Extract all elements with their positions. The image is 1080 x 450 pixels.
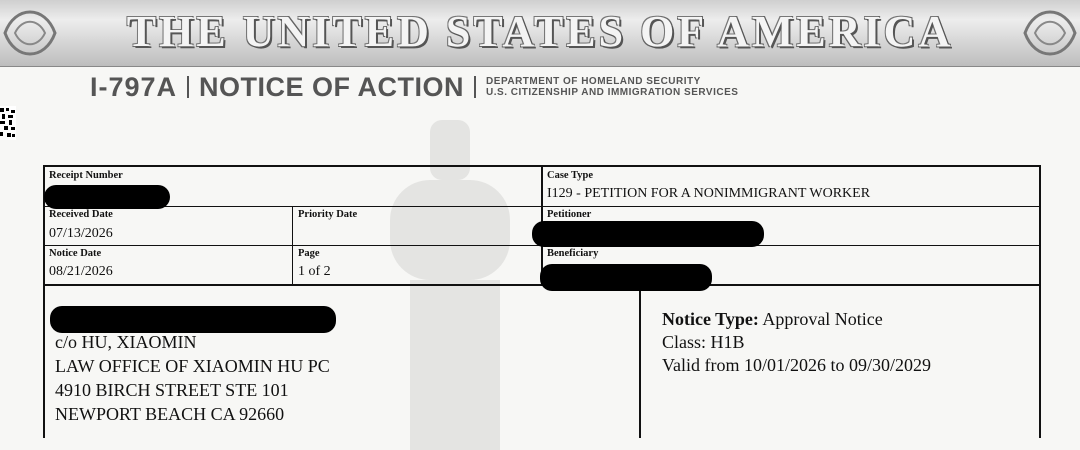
- page-value: 1 of 2: [298, 264, 331, 279]
- validity-period: Valid from 10/01/2026 to 09/30/2029: [662, 355, 931, 375]
- table-column-divider: [292, 206, 293, 285]
- priority-date-label: Priority Date: [298, 209, 358, 220]
- address-section-divider: [639, 284, 641, 438]
- header-divider: [187, 76, 189, 98]
- department-line-1: DEPARTMENT OF HOMELAND SECURITY: [486, 76, 701, 87]
- address-line-4: NEWPORT BEACH CA 92660: [55, 404, 285, 424]
- mailing-address: [55, 330, 330, 426]
- received-date-value: 07/13/2026: [49, 226, 113, 241]
- form-name: NOTICE OF ACTION: [199, 71, 465, 102]
- beneficiary-label: Beneficiary: [547, 248, 599, 259]
- receipt-number-label: Receipt Number: [49, 170, 123, 181]
- notice-date-label: Notice Date: [49, 248, 102, 259]
- address-line-2: LAW OFFICE OF XIAOMIN HU PC: [55, 356, 330, 376]
- petitioner-label: Petitioner: [547, 209, 592, 220]
- notice-type-label: Notice Type:: [662, 309, 759, 329]
- petitioner-redaction: [532, 221, 764, 247]
- notice-date-value: 08/21/2026: [49, 264, 113, 279]
- notice-type-value: Approval Notice: [758, 309, 883, 329]
- beneficiary-redaction: [540, 264, 712, 291]
- case-type-value: I129 - PETITION FOR A NONIMMIGRANT WORKER: [547, 186, 871, 201]
- visa-class: Class: H1B: [662, 332, 745, 352]
- top-banner: [0, 0, 1080, 67]
- header-divider: [474, 76, 476, 98]
- banner-title: THE UNITED STATES OF AMERICA: [126, 7, 954, 56]
- receipt-number-redaction: [44, 185, 170, 209]
- ornament-right-icon: [1020, 0, 1080, 66]
- address-line-3: 4910 BIRCH STREET STE 101: [55, 380, 289, 400]
- department-line-2: U.S. CITIZENSHIP AND IMMIGRATION SERVICES: [486, 87, 739, 98]
- table-row-divider: [43, 206, 1041, 207]
- page-label: Page: [298, 248, 320, 259]
- notice-details: [662, 308, 931, 377]
- address-line-1: c/o HU, XIAOMIN: [55, 332, 197, 352]
- department-name: [486, 76, 738, 98]
- received-date-label: Received Date: [49, 209, 113, 220]
- notice-type-line: [662, 308, 931, 331]
- form-id: I-797A: [90, 71, 178, 102]
- recipient-name-redaction: [50, 306, 336, 333]
- case-type-label: Case Type: [547, 170, 593, 181]
- qr-code-icon: [0, 106, 16, 140]
- form-header: [90, 70, 738, 104]
